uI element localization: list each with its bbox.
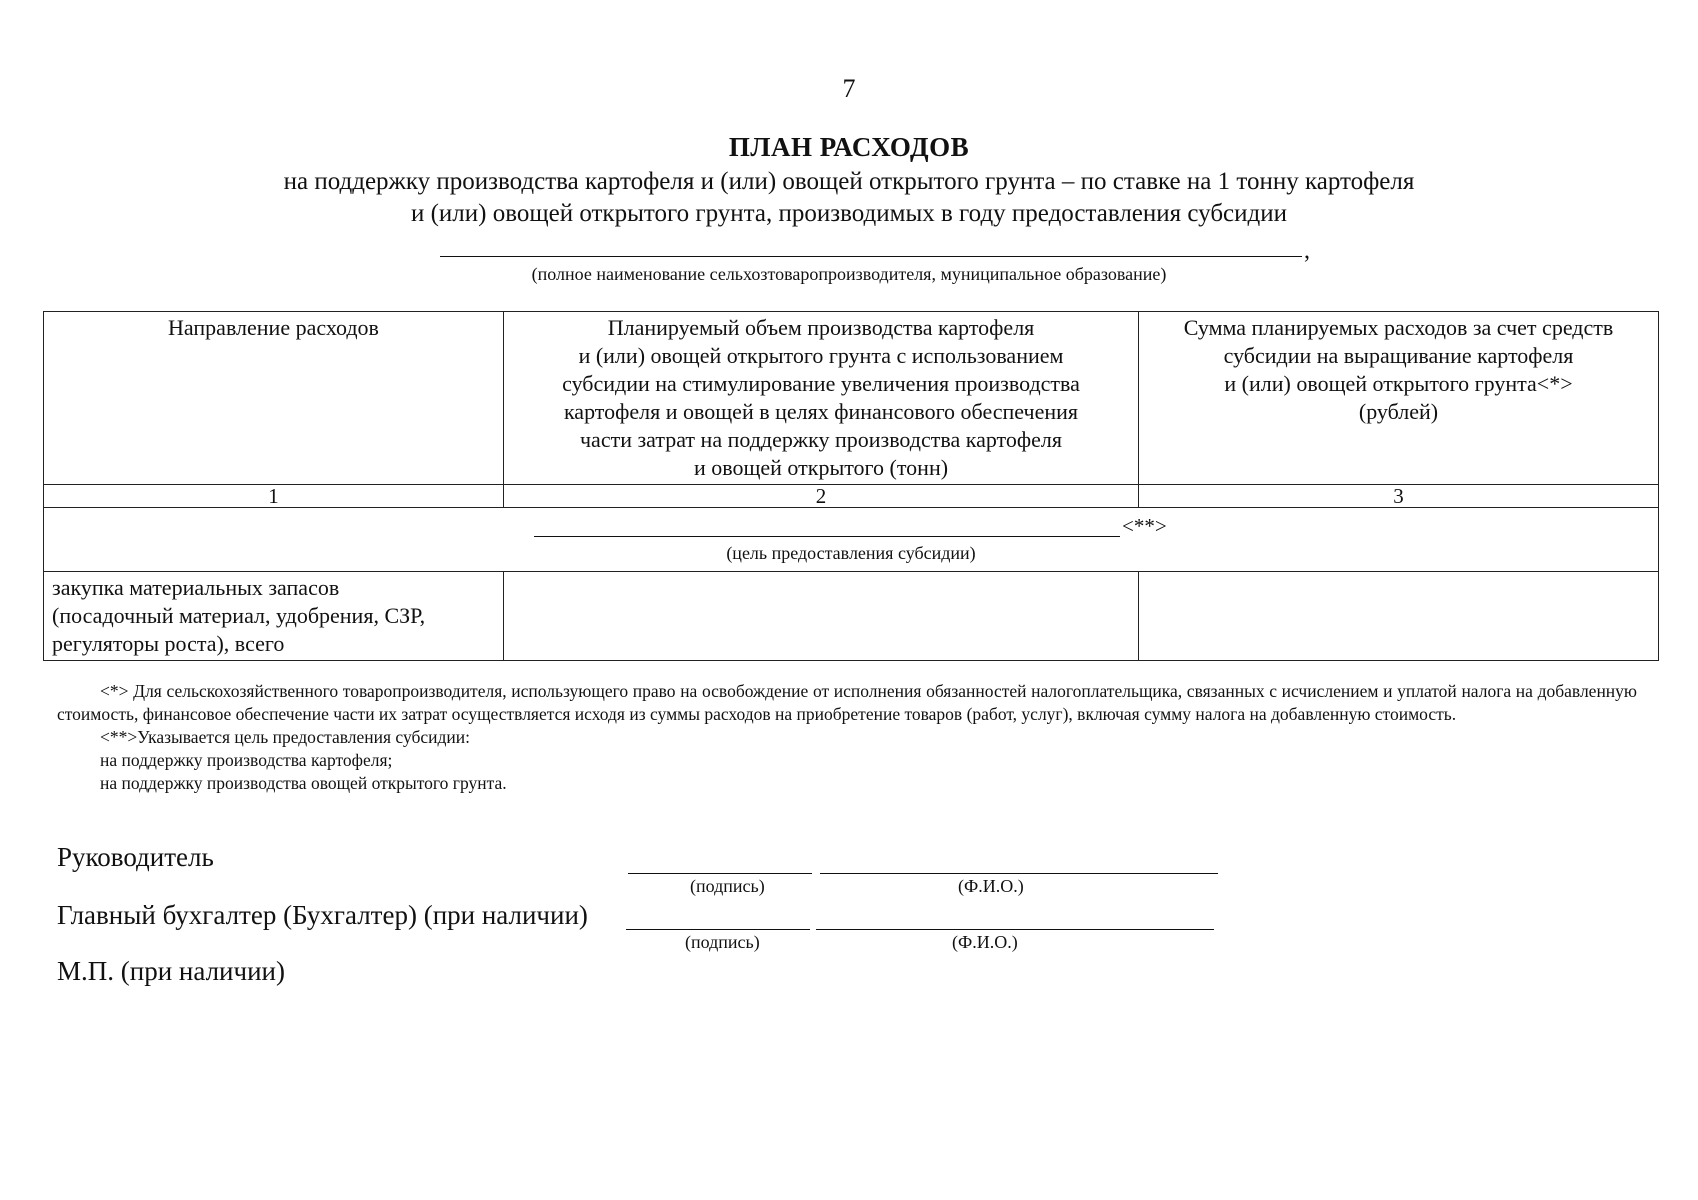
head-signature-caption: (подпись) [690, 876, 765, 896]
accountant-name-line[interactable] [816, 928, 1214, 930]
document-subtitle-line-2: и (или) овощей открытого грунта, производимых в году предоставления субсидии [410, 200, 1288, 227]
column-number-1: 1 [44, 485, 504, 508]
column-number-2: 2 [504, 485, 1139, 508]
stamp-label: М.П. (при наличии) [57, 956, 285, 986]
page-number: 7 [842, 74, 856, 103]
document-subtitle-line-1: на поддержку производства картофеля и (или) овощей открытого грунта – по ставке на 1 тонну картофеля [283, 168, 1415, 195]
header-cell-direction [44, 312, 504, 485]
volume-value[interactable] [504, 572, 1138, 576]
head-name-caption: (Ф.И.О.) [958, 876, 1024, 896]
volume-input-cell[interactable] [504, 572, 1139, 661]
footnote-2-option-vegetables: на поддержку производства овощей открытого грунта. [100, 773, 507, 793]
accountant-signature-label: Главный бухгалтер (Бухгалтер) (при наличии) [57, 900, 588, 930]
table-header-row [44, 312, 1659, 485]
producer-name-caption: (полное наименование сельхозтоваропроизводителя, муниципальное образование) [531, 264, 1167, 284]
footnote-2-option-potato: на поддержку производства картофеля; [100, 750, 393, 770]
header-cell-amount [1139, 312, 1659, 485]
document-title: ПЛАН РАСХОДОВ [728, 132, 970, 162]
table-row [44, 572, 1659, 661]
header-volume-text: Планируемый объем производства картофеля и (или) овощей открытого грунта с использованием субсидии на стимулирование увеличения производства картофеля и овощей в целях финансового обеспечения части затрат на поддержку производства картофеля и овощей открытого (тонн) [562, 315, 1080, 480]
subsidy-goal-row [44, 508, 1659, 572]
expense-plan-table [43, 311, 1659, 661]
header-amount-text: Сумма планируемых расходов за счет средств субсидии на выращивание картофеля и (или) овощей открытого грунта<*> (рублей) [1183, 315, 1614, 424]
accountant-name-caption: (Ф.И.О.) [952, 932, 1018, 952]
footnotes [57, 680, 1637, 795]
head-signature-line[interactable] [628, 872, 812, 874]
producer-name-field[interactable] [440, 232, 1302, 257]
footnote-1: <*> Для сельскохозяйственного товаропроизводителя, использующего право на освобождение от исполнения обязанностей налогоплательщика, связанных с исчислением и уплатой налога на добавленную стоимость, финансовое обеспечение части их затрат осуществляется исходя из суммы расходов на приобретение товаров (работ, услуг), включая сумму налога на добавленную стоимость. [57, 681, 1637, 724]
footnote-2-intro: <**>Указывается цель предоставления субсидии: [100, 727, 471, 747]
head-name-line[interactable] [820, 872, 1218, 874]
amount-input-cell[interactable] [1139, 572, 1659, 661]
head-signature-label: Руководитель [57, 842, 214, 872]
producer-comma: , [1304, 238, 1310, 264]
header-cell-volume [504, 312, 1139, 485]
direction-cell [44, 572, 504, 661]
amount-value[interactable] [1139, 572, 1658, 576]
subsidy-goal-footnote-mark: <**> [1122, 514, 1167, 538]
column-number-row [44, 485, 1659, 508]
accountant-signature-line[interactable] [626, 928, 810, 930]
subsidy-goal-caption: (цель предоставления субсидии) [726, 543, 976, 563]
subsidy-goal-cell [44, 508, 1659, 572]
header-direction-text: Направление расходов [168, 315, 379, 340]
column-number-3: 3 [1139, 485, 1659, 508]
direction-text: закупка материальных запасов (посадочный материал, удобрения, СЗР, регуляторы роста), всего [52, 575, 426, 656]
accountant-signature-caption: (подпись) [685, 932, 760, 952]
subsidy-goal-field[interactable] [534, 536, 1120, 537]
